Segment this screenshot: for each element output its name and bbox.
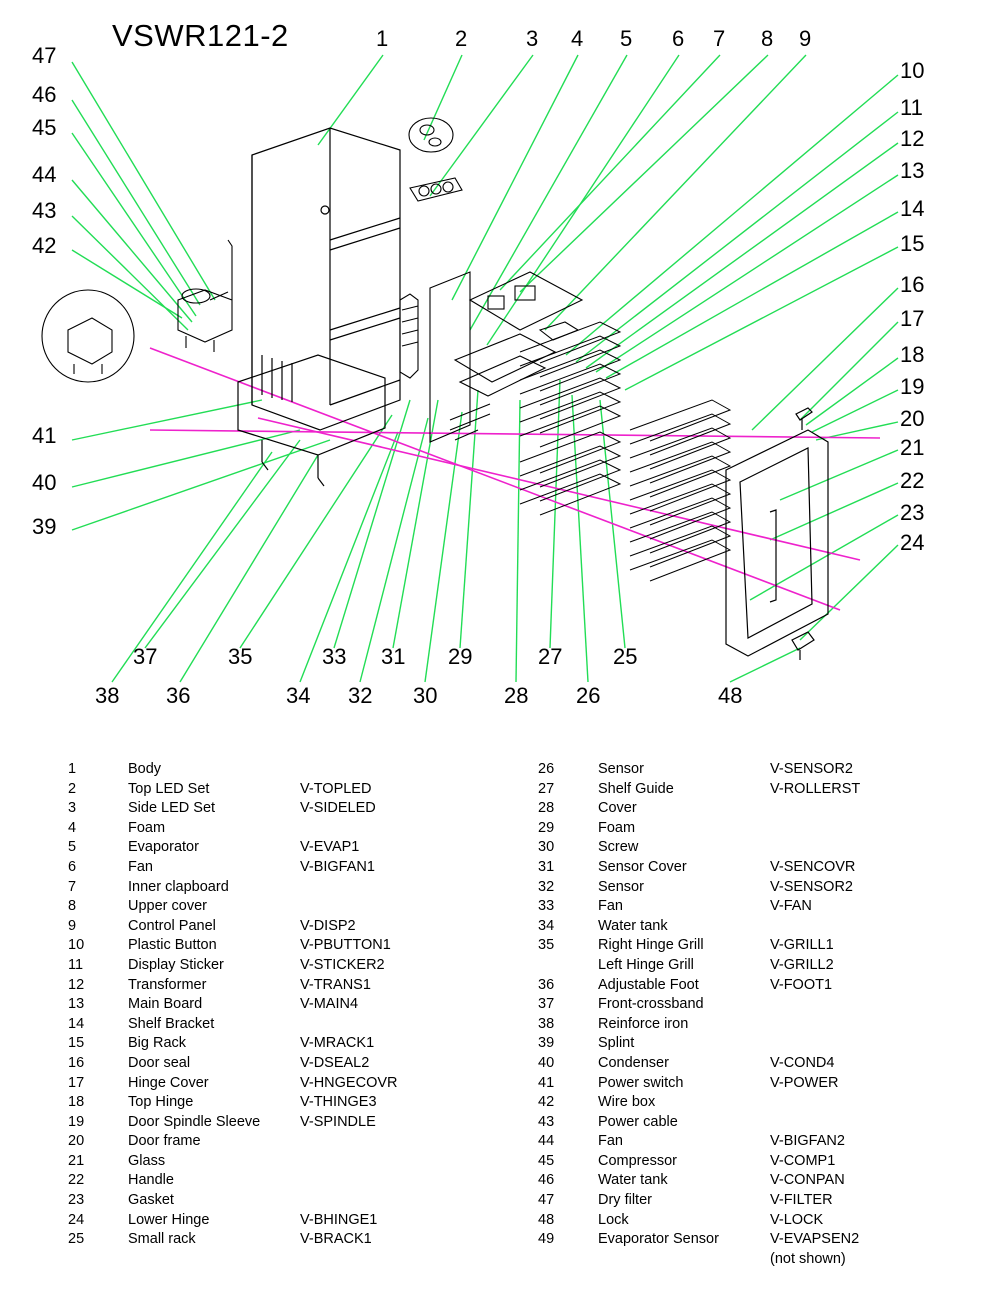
part-number: 24 [68, 1211, 85, 1228]
parts-list-row [538, 1230, 978, 1250]
callout-31: 31 [381, 644, 406, 669]
part-name: Wire box [598, 1094, 656, 1111]
part-name: Sensor [598, 878, 644, 895]
part-code: V-DISP2 [300, 917, 356, 934]
part-name: Water tank [598, 917, 668, 934]
part-code: V-BIGFAN1 [300, 858, 375, 875]
part-name: Glass [128, 1152, 166, 1169]
part-number: 28 [538, 800, 555, 817]
callout-33: 33 [322, 644, 347, 669]
part-name: Splint [598, 1035, 635, 1052]
part-number: 35 [538, 937, 555, 954]
callout-2: 2 [455, 26, 468, 51]
part-name: Door Spindle Sleeve [128, 1113, 261, 1130]
part-code [300, 819, 498, 839]
part-code: V-EVAPSEN2 [770, 1231, 860, 1248]
callout-3: 3 [526, 26, 539, 51]
parts-list-row [538, 897, 978, 917]
part-name: Adjustable Foot [598, 976, 699, 993]
part-number: 20 [68, 1133, 85, 1150]
part-code: V-SIDELED [300, 800, 376, 817]
part-number: 16 [68, 1054, 85, 1071]
part-number: 8 [68, 898, 77, 915]
part-number: 41 [538, 1074, 555, 1091]
parts-list-row [68, 1093, 498, 1113]
part-code [300, 1015, 498, 1035]
part-name: Condenser [598, 1054, 669, 1071]
part-name: Shelf Bracket [128, 1015, 215, 1032]
callout-12: 12 [900, 126, 925, 151]
part-code: V-SPINDLE [300, 1113, 376, 1130]
part-name: Water tank [598, 1172, 668, 1189]
part-code: V-LOCK [770, 1211, 824, 1228]
callout-4: 4 [571, 26, 584, 51]
part-number: 48 [538, 1211, 555, 1228]
parts-list-row [68, 799, 498, 819]
part-name: Sensor [598, 761, 644, 777]
part-number: 11 [68, 956, 84, 973]
part-name: Control Panel [128, 917, 216, 934]
part-code: V-POWER [770, 1074, 839, 1091]
part-name: Small rack [128, 1231, 196, 1248]
part-number: 44 [538, 1133, 555, 1150]
parts-list-row [68, 1191, 498, 1211]
callout-13: 13 [900, 158, 925, 183]
part-name: Evaporator Sensor [598, 1231, 719, 1248]
assembly-axis-lines [150, 348, 880, 610]
part-code: V-FOOT1 [770, 976, 833, 993]
callout-43: 43 [32, 198, 57, 223]
parts-list-row [538, 1171, 978, 1191]
parts-list-row [538, 1113, 978, 1133]
callout-23: 23 [900, 500, 925, 525]
part-name: Plastic Button [128, 937, 217, 954]
callout-6: 6 [672, 26, 685, 51]
part-name: Lower Hinge [128, 1211, 210, 1228]
part-code [300, 1191, 498, 1211]
glass-door-assembly [726, 408, 828, 660]
part-code: V-BRACK1 [300, 1231, 372, 1248]
parts-list-row [538, 1191, 978, 1211]
part-number: 19 [68, 1113, 85, 1130]
part-name: Sensor Cover [598, 858, 687, 875]
callout-24: 24 [900, 530, 925, 555]
callout-10: 10 [900, 58, 925, 83]
parts-list-row [68, 780, 498, 800]
part-number: 3 [68, 800, 77, 817]
part-name: Shelf Guide [598, 780, 674, 797]
parts-list [0, 760, 1000, 1294]
part-name: Handle [128, 1172, 174, 1189]
part-code [300, 1132, 498, 1152]
part-number: 1 [68, 761, 77, 777]
parts-list-row [538, 1093, 978, 1113]
evaporator-and-panel-assembly [228, 118, 582, 442]
part-code: V-FAN [770, 898, 812, 915]
parts-list-row [68, 897, 498, 917]
callout-25: 25 [613, 644, 638, 669]
parts-list-row [68, 917, 498, 937]
parts-list-row [538, 780, 978, 800]
part-code [300, 1171, 498, 1191]
parts-list-row [538, 1074, 978, 1094]
parts-list-row [68, 760, 498, 780]
callout-42: 42 [32, 233, 57, 258]
part-number: 23 [68, 1192, 85, 1209]
leader-lines-group [72, 55, 898, 682]
parts-list-row [538, 1054, 978, 1074]
parts-list-row [538, 1015, 978, 1035]
part-code: V-HNGECOVR [300, 1074, 398, 1091]
part-name: Door seal [128, 1054, 191, 1071]
parts-list-row [538, 1132, 978, 1152]
part-code: V-TRANS1 [300, 976, 371, 993]
part-number: 10 [68, 937, 85, 954]
part-code [770, 819, 978, 839]
parts-list-row [538, 956, 978, 976]
part-number: 26 [538, 761, 555, 777]
part-name: Foam [598, 819, 636, 836]
part-number: 6 [68, 858, 77, 875]
part-name: Gasket [128, 1192, 174, 1209]
callout-17: 17 [900, 306, 925, 331]
part-code: V-THINGE3 [300, 1094, 377, 1111]
part-number: 49 [538, 1231, 555, 1248]
part-number: 13 [68, 996, 85, 1013]
part-number: 33 [538, 898, 555, 915]
part-number: 22 [68, 1172, 85, 1189]
parts-list-row [538, 995, 978, 1015]
parts-list-row [538, 936, 978, 956]
callout-11: 11 [900, 95, 923, 120]
callout-34: 34 [286, 683, 311, 708]
parts-list-row [68, 1054, 498, 1074]
part-code: V-COND4 [770, 1054, 835, 1071]
parts-list-row [68, 1211, 498, 1231]
callout-41: 41 [32, 423, 57, 448]
parts-list-row [538, 1152, 978, 1172]
part-code: V-MRACK1 [300, 1035, 375, 1052]
part-number: 36 [538, 976, 555, 993]
parts-list-row [538, 838, 978, 858]
part-name: Dry filter [598, 1192, 652, 1209]
part-code: V-SENSOR2 [770, 878, 853, 895]
part-code [770, 1015, 978, 1035]
part-code [770, 799, 978, 819]
parts-list-row [538, 858, 978, 878]
part-number: 32 [538, 878, 555, 895]
callout-29: 29 [448, 644, 473, 669]
part-name: Fan [598, 1133, 623, 1150]
part-code: V-GRILL1 [770, 937, 834, 954]
part-number: 14 [68, 1015, 85, 1032]
part-code [300, 1152, 498, 1172]
parts-list-row [68, 956, 498, 976]
part-number: 27 [538, 780, 555, 797]
callout-45: 45 [32, 115, 57, 140]
part-code: V-DSEAL2 [300, 1054, 370, 1071]
part-name: Main Board [128, 996, 203, 1013]
callout-14: 14 [900, 196, 925, 221]
part-name: Power cable [598, 1113, 678, 1130]
part-code: V-MAIN4 [300, 996, 359, 1013]
part-code [770, 1093, 978, 1113]
part-number: 18 [68, 1094, 85, 1111]
callout-44: 44 [32, 162, 57, 187]
parts-list-row [68, 1230, 498, 1250]
part-number: 7 [68, 878, 77, 895]
parts-list-row [68, 1074, 498, 1094]
part-code: V-COMP1 [770, 1152, 836, 1169]
part-number: 5 [68, 839, 77, 856]
part-number: 17 [68, 1074, 85, 1091]
part-name: Compressor [598, 1152, 677, 1169]
part-number: 21 [68, 1152, 85, 1169]
callout-38: 38 [95, 683, 120, 708]
callout-27: 27 [538, 644, 563, 669]
part-name: Evaporator [128, 839, 199, 856]
part-name: Screw [598, 839, 639, 856]
part-number: 47 [538, 1192, 555, 1209]
part-code: V-SENSOR2 [770, 761, 853, 777]
part-number: 29 [538, 819, 555, 836]
parts-list-row [68, 1152, 498, 1172]
part-number: 4 [68, 819, 77, 836]
part-name: Body [128, 761, 162, 777]
part-code: V-BIGFAN2 [770, 1133, 845, 1150]
callout-28: 28 [504, 683, 529, 708]
callout-35: 35 [228, 644, 253, 669]
parts-list-row [538, 976, 978, 996]
part-number: 9 [68, 917, 77, 934]
callout-40: 40 [32, 470, 57, 495]
part-number [538, 956, 598, 976]
part-number: 42 [538, 1094, 555, 1111]
part-number: 38 [538, 1015, 555, 1032]
part-code: V-TOPLED [300, 780, 372, 797]
shelf-racks-group [520, 322, 730, 581]
part-code [770, 917, 978, 937]
part-number: 43 [538, 1113, 555, 1130]
part-code: V-EVAP1 [300, 839, 360, 856]
model-title: VSWR121-2 [112, 18, 289, 53]
part-code: V-ROLLERST [770, 780, 861, 797]
callout-37: 37 [133, 644, 158, 669]
callout-5: 5 [620, 26, 633, 51]
parts-list-row [68, 819, 498, 839]
parts-list-row [538, 1034, 978, 1054]
parts-list-row [538, 917, 978, 937]
part-code: V-PBUTTON1 [300, 937, 391, 954]
parts-list-row [68, 838, 498, 858]
part-number: 25 [68, 1231, 85, 1248]
callout-9: 9 [799, 26, 812, 51]
callout-30: 30 [413, 683, 438, 708]
part-number: 40 [538, 1054, 555, 1071]
part-name: Side LED Set [128, 800, 216, 817]
part-number: 37 [538, 996, 555, 1013]
part-code: V-SENCOVR [770, 858, 856, 875]
part-code: V-STICKER2 [300, 956, 385, 973]
parts-list-left-column [68, 760, 498, 1250]
parts-list-right-column [538, 760, 978, 1269]
part-name: Inner clapboard [128, 878, 229, 895]
part-code [300, 878, 498, 898]
part-code [770, 995, 978, 1015]
parts-list-row [68, 858, 498, 878]
part-name: Transformer [128, 976, 207, 993]
callout-20: 20 [900, 406, 925, 431]
part-name: Display Sticker [128, 956, 224, 973]
callout-26: 26 [576, 683, 601, 708]
parts-list-row [538, 1211, 978, 1231]
part-code [770, 1034, 978, 1054]
callout-39: 39 [32, 514, 57, 539]
parts-list-row [68, 976, 498, 996]
parts-list-row [538, 799, 978, 819]
callout-8: 8 [761, 26, 774, 51]
part-number: 46 [538, 1172, 555, 1189]
part-name: Top Hinge [128, 1094, 194, 1111]
part-name: Front-crossband [598, 996, 704, 1013]
parts-list-row [68, 936, 498, 956]
part-name: Fan [128, 858, 153, 875]
parts-list-row [538, 760, 978, 780]
part-code [770, 1113, 978, 1133]
part-code [770, 838, 978, 858]
part-number: 2 [68, 780, 77, 797]
parts-list-row [68, 878, 498, 898]
part-name: Power switch [598, 1074, 684, 1091]
part-number: 45 [538, 1152, 555, 1169]
parts-list-row [68, 1132, 498, 1152]
callout-48: 48 [718, 683, 743, 708]
part-name: Cover [598, 800, 637, 817]
part-name: Foam [128, 819, 166, 836]
callout-15: 15 [900, 231, 925, 256]
parts-list-row [68, 1015, 498, 1035]
callout-47: 47 [32, 43, 57, 68]
callout-1: 1 [376, 26, 389, 51]
part-code: V-GRILL2 [770, 956, 834, 973]
callout-21: 21 [900, 435, 925, 460]
part-number: 34 [538, 917, 555, 934]
part-number: 39 [538, 1035, 555, 1052]
part-name: Fan [598, 898, 623, 915]
parts-list-row [68, 1113, 498, 1133]
callout-18: 18 [900, 342, 925, 367]
part-name: Right Hinge Grill [598, 937, 704, 954]
callout-16: 16 [900, 272, 925, 297]
parts-list-note: (not shown) [770, 1250, 846, 1267]
callout-46: 46 [32, 82, 57, 107]
parts-list-row [68, 995, 498, 1015]
part-code [300, 897, 498, 917]
callout-32: 32 [348, 683, 373, 708]
part-number: 12 [68, 976, 85, 993]
part-name: Door frame [128, 1133, 201, 1150]
part-number: 15 [68, 1035, 85, 1052]
part-code: V-BHINGE1 [300, 1211, 378, 1228]
callout-19: 19 [900, 374, 925, 399]
callout-7: 7 [713, 26, 726, 51]
parts-list-row [68, 1171, 498, 1191]
callout-36: 36 [166, 683, 191, 708]
part-name: Hinge Cover [128, 1074, 209, 1091]
part-name: Upper cover [128, 898, 207, 915]
part-code: V-FILTER [770, 1192, 833, 1209]
part-code: V-CONPAN [770, 1172, 845, 1189]
parts-list-row [68, 1034, 498, 1054]
parts-list-row [538, 878, 978, 898]
part-number: 31 [538, 858, 555, 875]
parts-list-row [538, 819, 978, 839]
callout-22: 22 [900, 468, 925, 493]
part-name: Reinforce iron [598, 1015, 689, 1032]
part-name: Lock [598, 1211, 629, 1228]
part-name: Big Rack [128, 1035, 187, 1052]
part-name: Top LED Set [128, 780, 210, 797]
part-name: Left Hinge Grill [598, 956, 694, 973]
part-code [300, 760, 498, 780]
part-number: 30 [538, 839, 555, 856]
